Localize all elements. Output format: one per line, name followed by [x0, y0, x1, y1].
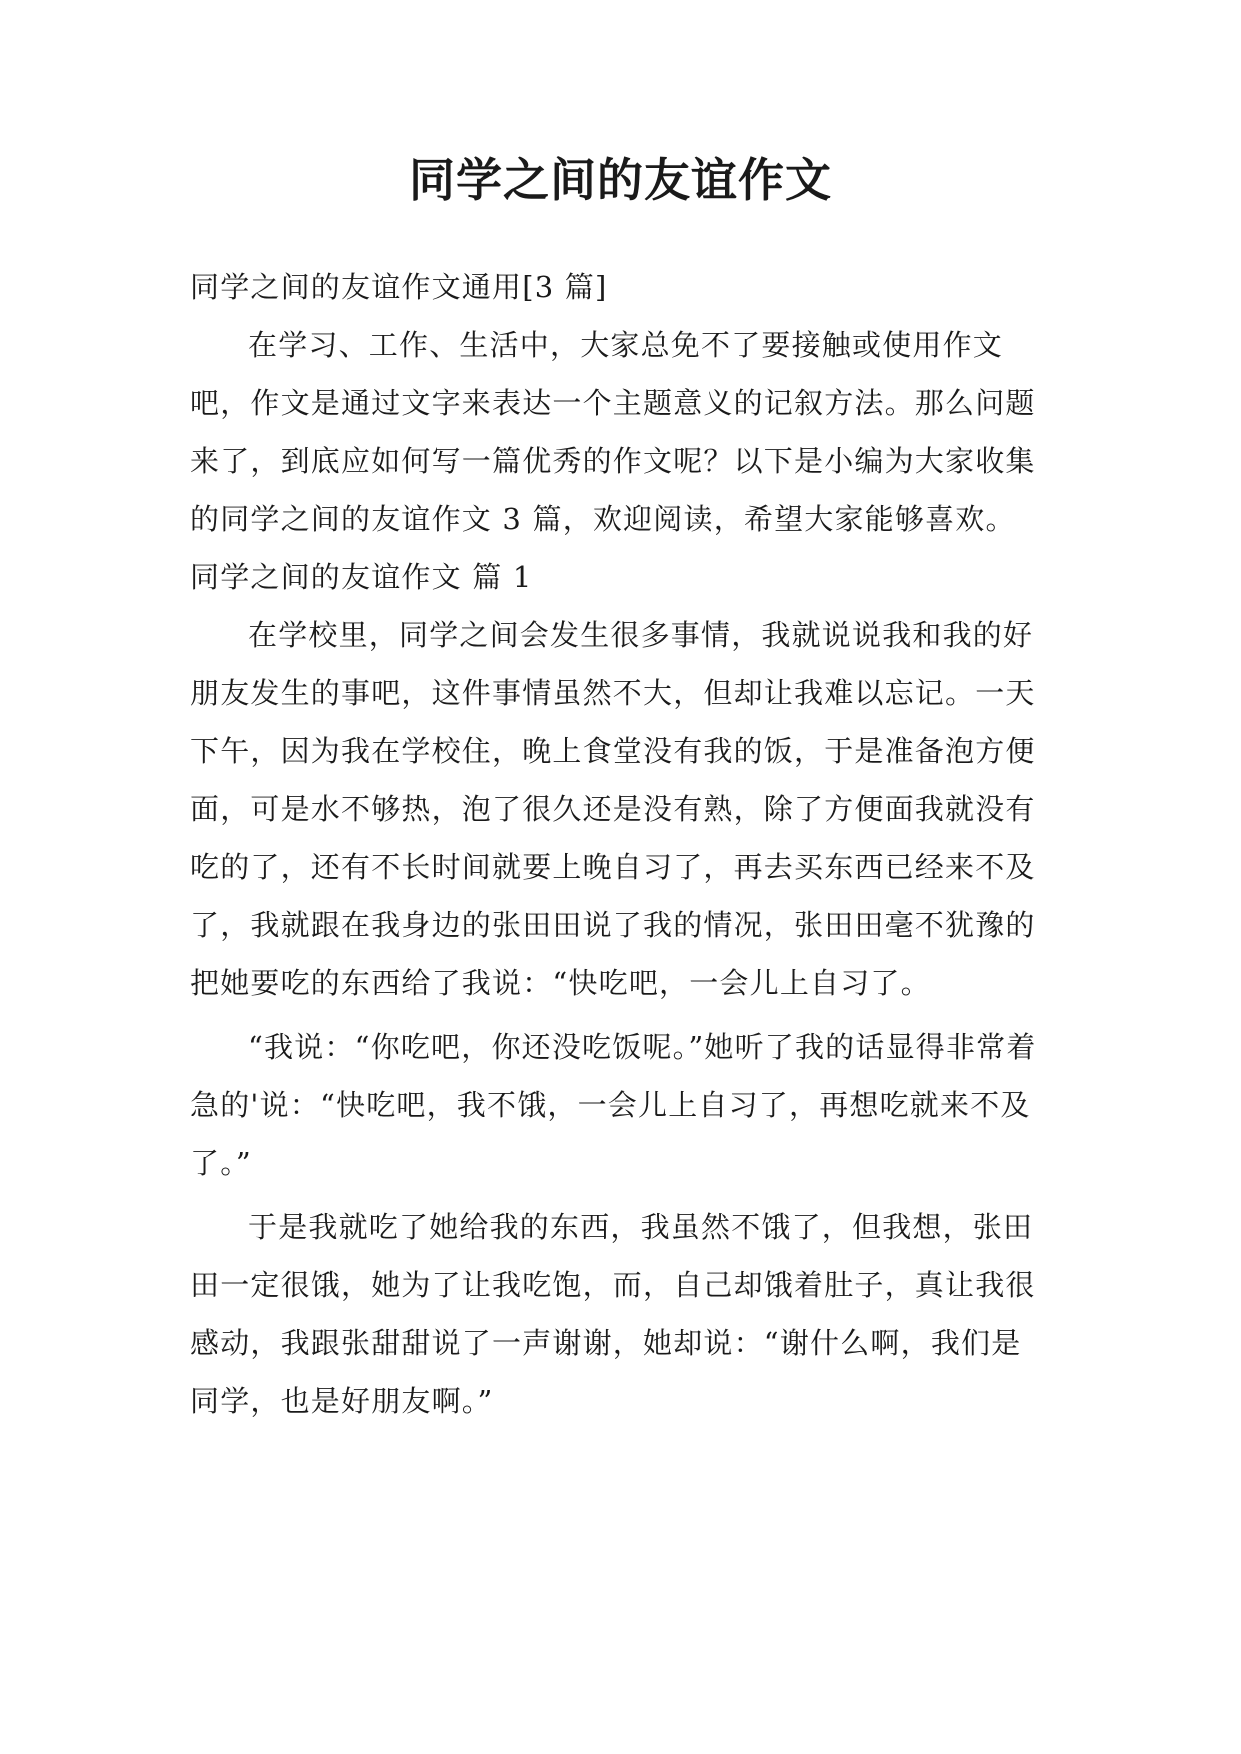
document-title: 同学之间的友谊作文 — [409, 153, 832, 207]
body-paragraph: 于是我就吃了她给我的东西，我虽然不饿了，但我想，张田田一定很饿，她为了让我吃饱，而，自己却饿着肚子，真让我很感动，我跟张甜甜说了一声谢谢，她却说：“谢什么啊，我们是同学，也是好朋友啊。” — [190, 1210, 1036, 1418]
intro-paragraph: 在学习、工作、生活中，大家总免不了要接触或使用作文吧，作文是通过文字来表达一个主题意义的记叙方法。那么问题来了，到底应如何写一篇优秀的作文呢？以下是小编为大家收集的同学之间的友谊作文 3 篇，欢迎阅读，希望大家能够喜欢。 — [190, 328, 1036, 536]
section-heading: 同学之间的友谊作文 篇 1 — [190, 560, 533, 594]
document-body — [190, 258, 1050, 1430]
body-paragraph: “我说：“你吃吧，你还没吃饭呢。”她听了我的话显得非常着急的'说：“快吃吧，我不饿，一会儿上自习了，再想吃就来不及了。” — [190, 1030, 1037, 1180]
body-paragraph: 在学校里，同学之间会发生很多事情，我就说说我和我的好朋友发生的事吧，这件事情虽然不大，但却让我难以忘记。一天下午，因为我在学校住，晚上食堂没有我的饭，于是准备泡方便面，可是水不够热，泡了很久还是没有熟，除了方便面我就没有吃的了，还有不长时间就要上晚自习了，再去买东西已经来不及了，我就跟在我身边的张田田说了我的情况，张田田毫不犹豫的把她要吃的东西给了我说：“快吃吧，一会儿上自习了。 — [190, 618, 1036, 1000]
document-subtitle: 同学之间的友谊作文通用[3 篇] — [190, 270, 608, 304]
